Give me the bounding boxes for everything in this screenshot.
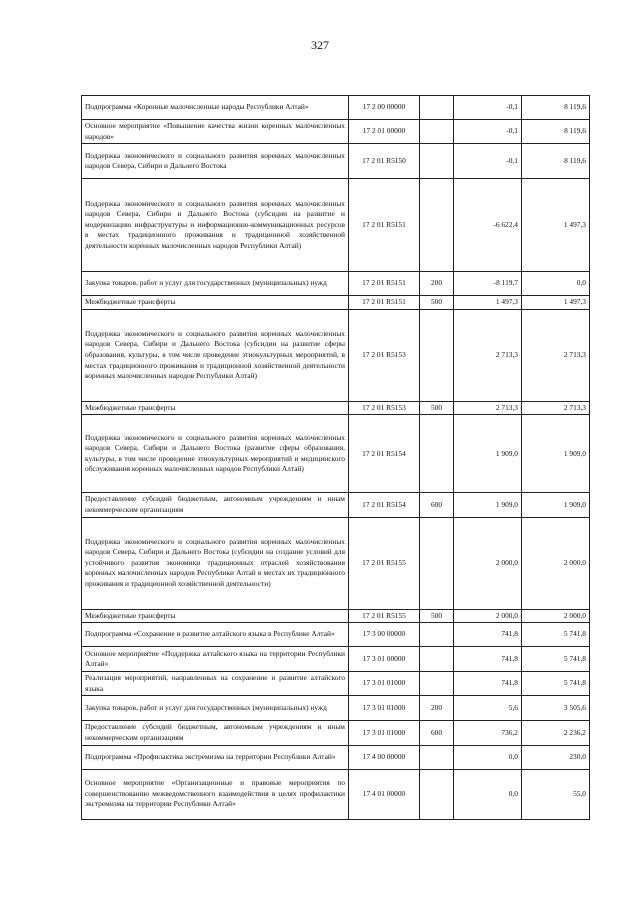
row-change-amount-cell: -0,1 <box>454 144 522 179</box>
row-name-cell: Закупка товаров, работ и услуг для государственных (муниципальных) нужд <box>82 272 349 296</box>
row-code-cell: 17 4 00 00000 <box>349 745 420 769</box>
row-name-cell: Поддержка экономического и социального развития коренных малочисленных народов Севера, Сибири и Дальнего Востока (развитие сферы образования, культуры, в том числе проведение этнокультурных мероприятий и медицинского обслуживания коренных малочисленных народов Республики Алтай) <box>82 415 349 493</box>
row-name-cell: Предоставление субсидий бюджетным, автономным учреждениям и иным некоммерческим организациям <box>82 493 349 517</box>
row-name-cell: Межбюджетные трансферты <box>82 609 349 623</box>
row-name-cell: Предоставление субсидий бюджетным, автономным учреждениям и иным некоммерческим организациям <box>82 721 349 745</box>
row-total-amount-cell: 55,0 <box>522 769 590 819</box>
table-row <box>82 647 590 672</box>
row-name-cell: Поддержка экономического и социального развития коренных малочисленных народов Севера, Сибири и Дальнего Востока (субсидии на создание условий для устойчивого развития экономики традиционных отраслей хозяйствования коренных малочисленных народов Республики Алтай в местах их традиционного проживания и традиционной хозяйственной деятельности) <box>82 517 349 609</box>
row-total-amount-cell: 1 909,0 <box>522 493 590 517</box>
table-row <box>82 493 590 517</box>
row-change-amount-cell: -8 119,7 <box>454 272 522 296</box>
row-expense-type-cell <box>420 96 454 120</box>
row-total-amount-cell: 2 713,3 <box>522 401 590 415</box>
row-expense-type-cell <box>420 745 454 769</box>
row-code-cell: 17 3 01 01000 <box>349 721 420 745</box>
row-name-cell: Реализация мероприятий, направленных на сохранение и развитие алтайского языка <box>82 672 349 696</box>
row-expense-type-cell <box>420 623 454 647</box>
table-row <box>82 179 590 272</box>
row-expense-type-cell <box>420 415 454 493</box>
row-code-cell: 17 2 01 R5151 <box>349 296 420 310</box>
table-row <box>82 272 590 296</box>
row-code-cell: 17 3 00 00000 <box>349 623 420 647</box>
row-total-amount-cell: 2 713,3 <box>522 309 590 401</box>
table-row <box>82 769 590 819</box>
row-name-cell: Основное мероприятие «Организационные и правовые мероприятия по совершенствованию межведомственного взаимодействия в целях профилактики экстремизма на территории Республики Алтай» <box>82 769 349 819</box>
row-code-cell: 17 2 01 R5151 <box>349 179 420 272</box>
row-expense-type-cell <box>420 769 454 819</box>
table-row <box>82 745 590 769</box>
row-code-cell: 17 3 01 01000 <box>349 672 420 696</box>
row-code-cell: 17 2 01 R5151 <box>349 272 420 296</box>
row-change-amount-cell: 741,8 <box>454 623 522 647</box>
row-expense-type-cell: 500 <box>420 609 454 623</box>
table-row <box>82 672 590 696</box>
row-code-cell: 17 3 01 01000 <box>349 696 420 721</box>
row-total-amount-cell: 2 236,2 <box>522 721 590 745</box>
row-change-amount-cell: 0,0 <box>454 769 522 819</box>
row-total-amount-cell: 1 497,3 <box>522 296 590 310</box>
row-expense-type-cell <box>420 647 454 672</box>
table-row <box>82 415 590 493</box>
table-row <box>82 609 590 623</box>
page-number: 327 <box>311 38 329 52</box>
row-expense-type-cell <box>420 672 454 696</box>
row-change-amount-cell: -0,1 <box>454 96 522 120</box>
table-row <box>82 721 590 745</box>
row-name-cell: Поддержка экономического и социального развития коренных малочисленных народов Севера, Сибири и Дальнего Востока (субсидии на развитие и модернизацию инфраструктуры и информационно-коммуникационных ресурсов в местах традиционного проживания и традиционной хозяйственной деятельности коренных малочисленных народов Республики Алтай) <box>82 179 349 272</box>
row-code-cell: 17 2 01 R5155 <box>349 609 420 623</box>
row-code-cell: 17 4 01 00000 <box>349 769 420 819</box>
row-code-cell: 17 2 01 R5153 <box>349 401 420 415</box>
row-expense-type-cell: 600 <box>420 721 454 745</box>
table-row <box>82 144 590 179</box>
row-change-amount-cell: 0,0 <box>454 745 522 769</box>
row-change-amount-cell: 2 000,0 <box>454 517 522 609</box>
row-change-amount-cell: 741,8 <box>454 672 522 696</box>
table-row <box>82 120 590 144</box>
row-code-cell: 17 2 01 00000 <box>349 120 420 144</box>
budget-table <box>81 95 590 820</box>
row-expense-type-cell: 200 <box>420 272 454 296</box>
row-change-amount-cell: 2 000,0 <box>454 609 522 623</box>
row-name-cell: Межбюджетные трансферты <box>82 401 349 415</box>
table-row <box>82 296 590 310</box>
row-total-amount-cell: 0,0 <box>522 272 590 296</box>
table-row <box>82 96 590 120</box>
row-change-amount-cell: -0,1 <box>454 120 522 144</box>
row-code-cell: 17 2 00 00000 <box>349 96 420 120</box>
row-total-amount-cell: 5 741,8 <box>522 672 590 696</box>
row-change-amount-cell: 2 713,3 <box>454 309 522 401</box>
row-change-amount-cell: 1 909,0 <box>454 415 522 493</box>
row-total-amount-cell: 2 000,0 <box>522 517 590 609</box>
row-total-amount-cell: 8 119,6 <box>522 96 590 120</box>
row-name-cell: Закупка товаров, работ и услуг для государственных (муниципальных) нужд <box>82 696 349 721</box>
row-change-amount-cell: 1 497,3 <box>454 296 522 310</box>
row-expense-type-cell: 600 <box>420 493 454 517</box>
row-change-amount-cell: -6 622,4 <box>454 179 522 272</box>
row-change-amount-cell: 5,6 <box>454 696 522 721</box>
row-code-cell: 17 2 01 R5153 <box>349 309 420 401</box>
budget-table-body <box>82 96 590 820</box>
row-code-cell: 17 3 01 00000 <box>349 647 420 672</box>
row-total-amount-cell: 2 000,0 <box>522 609 590 623</box>
row-expense-type-cell: 500 <box>420 401 454 415</box>
row-name-cell: Подпрограмма «Коренные малочисленные народы Республики Алтай» <box>82 96 349 120</box>
row-expense-type-cell <box>420 309 454 401</box>
row-change-amount-cell: 741,8 <box>454 647 522 672</box>
row-name-cell: Поддержка экономического и социального развития коренных малочисленных народов Севера, Сибири и Дальнего Востока <box>82 144 349 179</box>
row-total-amount-cell: 8 119,6 <box>522 120 590 144</box>
table-row <box>82 401 590 415</box>
table-row <box>82 696 590 721</box>
row-expense-type-cell: 500 <box>420 296 454 310</box>
row-code-cell: 17 2 01 R5154 <box>349 415 420 493</box>
row-code-cell: 17 2 01 R5155 <box>349 517 420 609</box>
row-name-cell: Основное мероприятие «Поддержка алтайского языка на территории Республики Алтай» <box>82 647 349 672</box>
row-total-amount-cell: 1 909,0 <box>522 415 590 493</box>
row-change-amount-cell: 736,2 <box>454 721 522 745</box>
row-name-cell: Подпрограмма «Профилактика экстремизма на территории Республики Алтай» <box>82 745 349 769</box>
table-row <box>82 623 590 647</box>
row-expense-type-cell <box>420 120 454 144</box>
row-total-amount-cell: 5 741,8 <box>522 647 590 672</box>
row-name-cell: Подпрограмма «Сохранение и развитие алтайского языка в Республике Алтай» <box>82 623 349 647</box>
row-name-cell: Межбюджетные трансферты <box>82 296 349 310</box>
table-row <box>82 309 590 401</box>
row-name-cell: Поддержка экономического и социального развития коренных малочисленных народов Севера, Сибири и Дальнего Востока (субсидии на развитие сферы образования, культуры, в том числе проведение этнокультурных мероприятий, в местах традиционного проживания и традиционной хозяйственной деятельности коренных малочисленных народов Республики Алтай) <box>82 309 349 401</box>
table-row <box>82 517 590 609</box>
row-code-cell: 17 2 01 R5154 <box>349 493 420 517</box>
row-total-amount-cell: 3 505,6 <box>522 696 590 721</box>
row-change-amount-cell: 2 713,3 <box>454 401 522 415</box>
row-expense-type-cell <box>420 144 454 179</box>
row-expense-type-cell: 200 <box>420 696 454 721</box>
row-name-cell: Основное мероприятие «Повышение качества жизни коренных малочисленных народов» <box>82 120 349 144</box>
row-total-amount-cell: 8 119,6 <box>522 144 590 179</box>
row-expense-type-cell <box>420 179 454 272</box>
row-code-cell: 17 2 01 R5150 <box>349 144 420 179</box>
row-total-amount-cell: 5 741,8 <box>522 623 590 647</box>
row-total-amount-cell: 1 497,3 <box>522 179 590 272</box>
row-expense-type-cell <box>420 517 454 609</box>
row-total-amount-cell: 230,0 <box>522 745 590 769</box>
row-change-amount-cell: 1 909,0 <box>454 493 522 517</box>
